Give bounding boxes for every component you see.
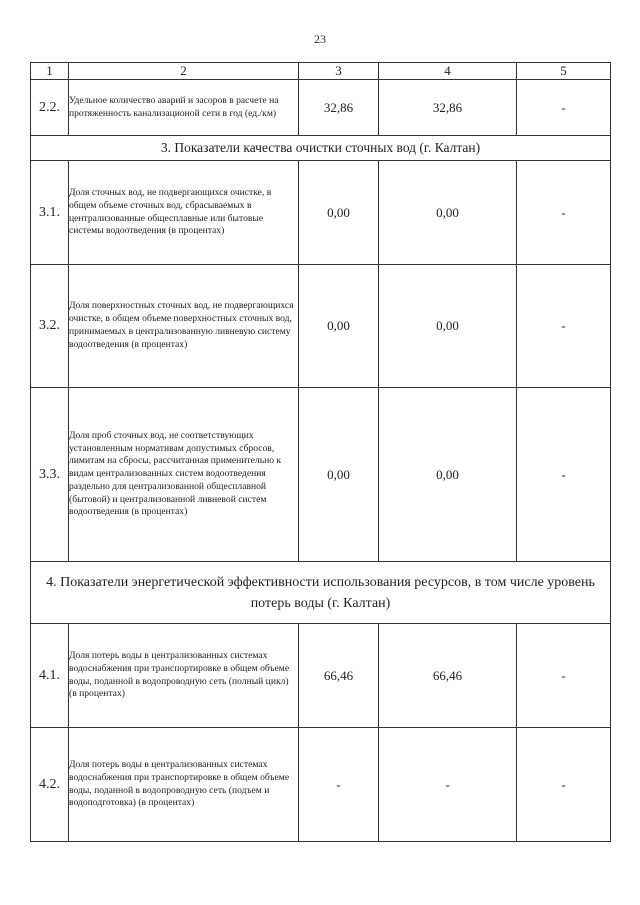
table-row-3-1 <box>31 161 611 265</box>
value-col-4: 32,86 <box>379 80 517 136</box>
row-description: Доля потерь воды в централизованных системах водоснабжения при транспортировке в общем объеме воды, поданной в водопроводную сеть (полный цикл) (в процентах) <box>69 624 299 728</box>
value-col-5: - <box>517 388 611 562</box>
value-col-3: 66,46 <box>299 624 379 728</box>
indicators-table <box>30 62 611 842</box>
section-title-4: 4. Показатели энергетической эффективности использования ресурсов, в том числе уровень потерь воды (г. Калтан) <box>31 562 611 624</box>
value-col-3: 0,00 <box>299 161 379 265</box>
value-col-5: - <box>517 624 611 728</box>
row-number: 4.1. <box>31 624 69 728</box>
header-cell-3: 3 <box>299 63 379 80</box>
row-number: 4.2. <box>31 728 69 842</box>
section-row-3 <box>31 136 611 161</box>
row-description: Удельное количество аварий и засоров в расчете на протяженность канализационой сети в год (ед./км) <box>69 80 299 136</box>
table-row-2-2 <box>31 80 611 136</box>
value-col-5: - <box>517 80 611 136</box>
table-row-3-2 <box>31 265 611 388</box>
table-row-4-1 <box>31 624 611 728</box>
value-col-4: 0,00 <box>379 161 517 265</box>
row-number: 3.2. <box>31 265 69 388</box>
value-col-4: 0,00 <box>379 265 517 388</box>
table-row-3-3 <box>31 388 611 562</box>
header-cell-1: 1 <box>31 63 69 80</box>
section-row-4 <box>31 562 611 624</box>
row-description: Доля поверхностных сточных вод, не подвергающихся очистке, в общем объеме поверхностных сточных вод, принимаемых в централизованную ливневую систему водоотведения (в процентах) <box>69 265 299 388</box>
value-col-3: 0,00 <box>299 388 379 562</box>
value-col-3: - <box>299 728 379 842</box>
value-col-3: 0,00 <box>299 265 379 388</box>
table-header-row <box>31 63 611 80</box>
table-row-4-2 <box>31 728 611 842</box>
value-col-5: - <box>517 265 611 388</box>
row-description: Доля потерь воды в централизованных системах водоснабжения при транспортировке в общем объеме воды, поданной в водопроводную сеть (подъем и водоподготовка) (в процентах) <box>69 728 299 842</box>
row-description: Доля сточных вод, не подвергающихся очистке, в общем объеме сточных вод, сбрасываемых в централизованные общесплавные или бытовые системы водоотведения (в процентах) <box>69 161 299 265</box>
value-col-5: - <box>517 161 611 265</box>
row-number: 3.3. <box>31 388 69 562</box>
value-col-4: 0,00 <box>379 388 517 562</box>
header-cell-2: 2 <box>69 63 299 80</box>
row-description: Доля проб сточных вод, не соответствующих установленным нормативам допустимых сбросов, лимитам на сбросы, рассчитанная применительно к видам централизованных систем водоотведения раздельно для централизованной общесплавной (бытовой) и централизованной ливневой систем водоотведения (в процентах) <box>69 388 299 562</box>
row-number: 2.2. <box>31 80 69 136</box>
section-title-3: 3. Показатели качества очистки сточных вод (г. Калтан) <box>31 136 611 161</box>
value-col-3: 32,86 <box>299 80 379 136</box>
value-col-4: - <box>379 728 517 842</box>
header-cell-5: 5 <box>517 63 611 80</box>
value-col-4: 66,46 <box>379 624 517 728</box>
row-number: 3.1. <box>31 161 69 265</box>
value-col-5: - <box>517 728 611 842</box>
page-number: 23 <box>314 32 326 46</box>
header-cell-4: 4 <box>379 63 517 80</box>
